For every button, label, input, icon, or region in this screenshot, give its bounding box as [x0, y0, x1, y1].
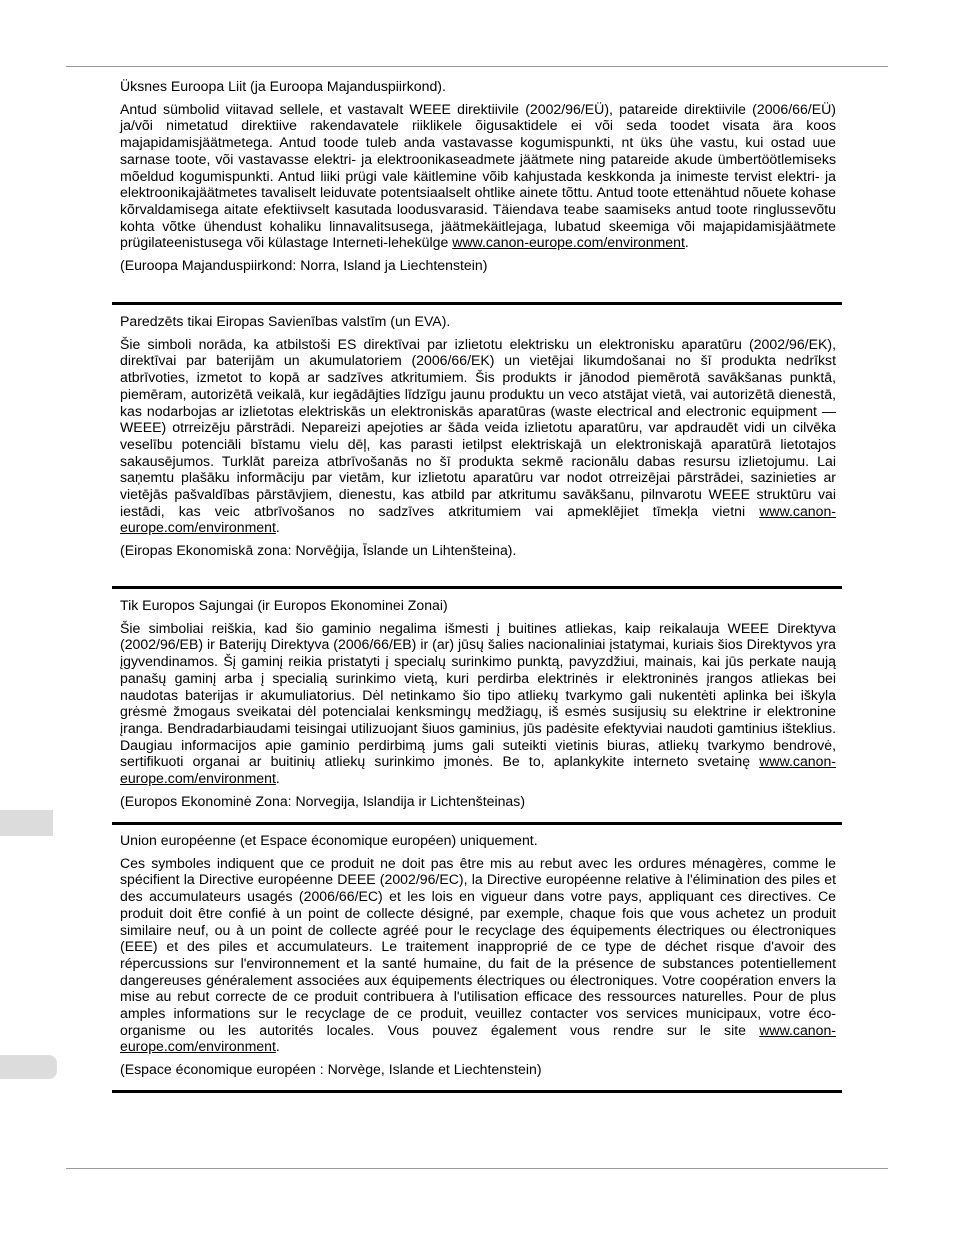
- body-text: Šie simboliai reiškia, kad šio gaminio negalima išmesti į buitines atliekas, kaip reikalauja WEEE Direktyva (2002/96/EB) ir Baterijų Direktyva (2006/66/EB) ir (ar) jūsų šalies nacionaliniai įstatymai, kuriais šios Direktyvos yra įgyvendinamos. Šį gaminį reikia pristatyti į specialų surinkimo punktą, pavyzdžiui, mainais, kai jūs perkate naują panašų gaminį arba į specialią surinkimo vietą, kuri perdirba elektrinės ir elektroninės įrangos atliekas bei naudotas baterijas ir akumuliatorius. Dėl netinkamo šio tipo atliekų tvarkymo gali nukentėti aplinka bei iškyla grėsmė žmogaus sveikatai dėl potencialai kenksmingų medžiagų, iš esmės susijusių su elektrine ir elektronine įranga. Bendradarbiaudami teisingai utilizuojant šiuos gaminius, jūs padėsite efektyviai naudoti gamtinius išteklius. Daugiau informacijos apie gaminio perdirbimą jums gali suteikti vietinis biuras, atliekų tvarkymo bendrovė, sertifikuoti organai ar buitinių atliekų surinkimo įmonės. Be to, aplankykite interneto svetainę: [120, 619, 836, 770]
- side-thumb-tab: [0, 1055, 57, 1079]
- section-body: [120, 855, 836, 1055]
- section-divider: [112, 586, 842, 589]
- section-body: [120, 101, 836, 251]
- notice-section-latvian: [120, 313, 836, 559]
- environment-link[interactable]: www.canon-europe.com/environment: [120, 502, 836, 536]
- section-divider: [112, 302, 842, 305]
- environment-link[interactable]: www.canon-europe.com/environment: [452, 234, 685, 251]
- section-body: [120, 620, 836, 787]
- section-divider: [112, 1090, 842, 1093]
- section-heading: Union européenne (et Espace économique européen) uniquement.: [120, 832, 538, 848]
- body-suffix: .: [275, 1038, 280, 1055]
- body-suffix: .: [275, 770, 280, 787]
- section-note: (Espace économique européen : Norvège, Islande et Liechtenstein): [120, 1061, 542, 1078]
- section-body: [120, 336, 836, 536]
- environment-link[interactable]: www.canon-europe.com/environment: [120, 753, 836, 787]
- section-heading: Üksnes Euroopa Liit (ja Euroopa Majanduspiirkond).: [120, 78, 446, 94]
- section-note: (Europos Ekonominė Zona: Norvegija, Islandija ir Lichtenšteinas): [120, 792, 526, 809]
- notice-section-lithuanian: [120, 597, 836, 809]
- section-heading: Paredzēts tikai Eiropas Savienības valstīm (un EVA).: [120, 313, 451, 329]
- notice-section-estonian: [120, 78, 836, 274]
- side-index-tab: [0, 810, 53, 836]
- body-text: Antud sümbolid viitavad sellele, et vastavalt WEEE direktiivile (2002/96/EÜ), patareide direktiivile (2006/66/EÜ) ja/või nimetatud direktiive rakendavatele riiklikele õigusaktidele ei või seda toodet visata ära koos majapidamisjäätmetega. Antud toode tuleb anda vastavasse kogumispunkti, nt üks ühe vastu, kui ostad uue sarnase toote, või vastavasse elektri- ja elektroonikaseadmete jäätmete ning patareide akude ümbertöötlemiseks mõeldud kogumispunkti. Antud liiki prügi vale käitlemine võib kahjustada keskkonda ja inimeste tervist elektri- ja elektroonikajäätmetes tavaliselt leiduvate potentsiaalselt ohtlike ainete tõttu. Antud toote ettenähtud nõuete kohase kõrvaldamisega aitate efektiivselt kasutada loodusvarasid. Täiendava teabe saamiseks antud toote ringlussevõtu kohta võtke ühendust kohaliku linnavalitsusega, jäätmekäitlejaga, lubatud skeemiga või majapidamisjäätmete prügilateenistusega või külastage Interneti-lehekülge: [120, 100, 836, 251]
- body-text: Ces symboles indiquent que ce produit ne doit pas être mis au rebut avec les ordures ménagères, comme le spécifient la Directive européenne DEEE (2002/96/EC), la Directive européenne relative à l'élimination des piles et des accumulateurs usagés (2006/66/EC) et les lois en vigueur dans votre pays, appliquant ces directives. Ce produit doit être confié à un point de collecte désigné, par exemple, chaque fois que vous achetez un produit similaire neuf, ou à un point de collecte agréé pour le recyclage des équipements électriques ou électroniques (EEE) et des piles et accumulateurs. Le traitement inapproprié de ce type de déchet risque d'avoir des répercussions sur l'environnement et la santé humaine, du fait de la présence de substances potentiellement dangereuses généralement associées aux équipements électriques ou électroniques. Votre coopération envers la mise au rebut correcte de ce produit contribuera à l'utilisation efficace des ressources naturelles. Pour de plus amples informations sur le recyclage de ce produit, veuillez contacter vos services municipaux, votre éco-organisme ou les autorités locales. Vous pouvez également vous rendre sur le site: [120, 854, 836, 1038]
- notice-section-french: [120, 832, 836, 1078]
- body-text: Šie simboli norāda, ka atbilstoši ES direktīvai par izlietotu elektrisku un elektronisku aparatūru (2002/96/EK), direktīvai par baterijām un akumulatoriem (2006/66/EK) un vietējai likumdošanai no šī produkta nedrīkst atbrīvoties, izmetot to kopā ar sadzīves atkritumiem. Šis produkts ir jānodod piemērotā savākšanas punktā, piemēram, autorizētā veikalā, kur iegādājties līdzīgu jaunu produktu un veco atstājat vietā, vai autorizētā dienestā, kas nodarbojas ar izlietotas elektriskās un elektroniskās aparatūras (waste electrical and electronic equipment — WEEE) otrreizēju pārstrādi. Nepareizi apejoties ar šāda veida izlietotu aparatūru, var apdraudēt vidi un cilvēka veselību potenciāli bīstamu vielu dēļ, kas parasti ietilpst elektriskajā un elektroniskajā aparatūrā lietotajos sakausējumos. Turklāt pareiza atbrīvošanās no šī produkta sekmē racionālu dabas resursu izlietojumu. Lai saņemtu plašāku informāciju par vietām, kur izlietotu aparatūru var nodot otrreizējai pārstrādei, sazinieties ar vietējās pašvaldības pārstāvjiem, dienestu, kas atbild par atkritumu savākšanu, pilnvarotu WEEE struktūru vai iestādi, kas veic atbrīvošanos no sadzīves atkritumiem vai apmeklējiet tīmekļa vietni: [120, 335, 836, 519]
- body-suffix: .: [684, 234, 689, 251]
- section-divider: [112, 822, 842, 825]
- footer-rule: [66, 1168, 888, 1169]
- section-note: (Euroopa Majanduspiirkond: Norra, Island ja Liechtenstein): [120, 257, 488, 274]
- section-note: (Eiropas Ekonomiskā zona: Norvēģija, Īslande un Lihtenšteina).: [120, 542, 517, 559]
- section-heading: Tik Europos Sajungai (ir Europos Ekonominei Zonai): [120, 597, 448, 613]
- body-suffix: .: [275, 519, 280, 536]
- header-rule: [66, 66, 888, 67]
- environment-link[interactable]: www.canon-europe.com/environment: [120, 1021, 836, 1055]
